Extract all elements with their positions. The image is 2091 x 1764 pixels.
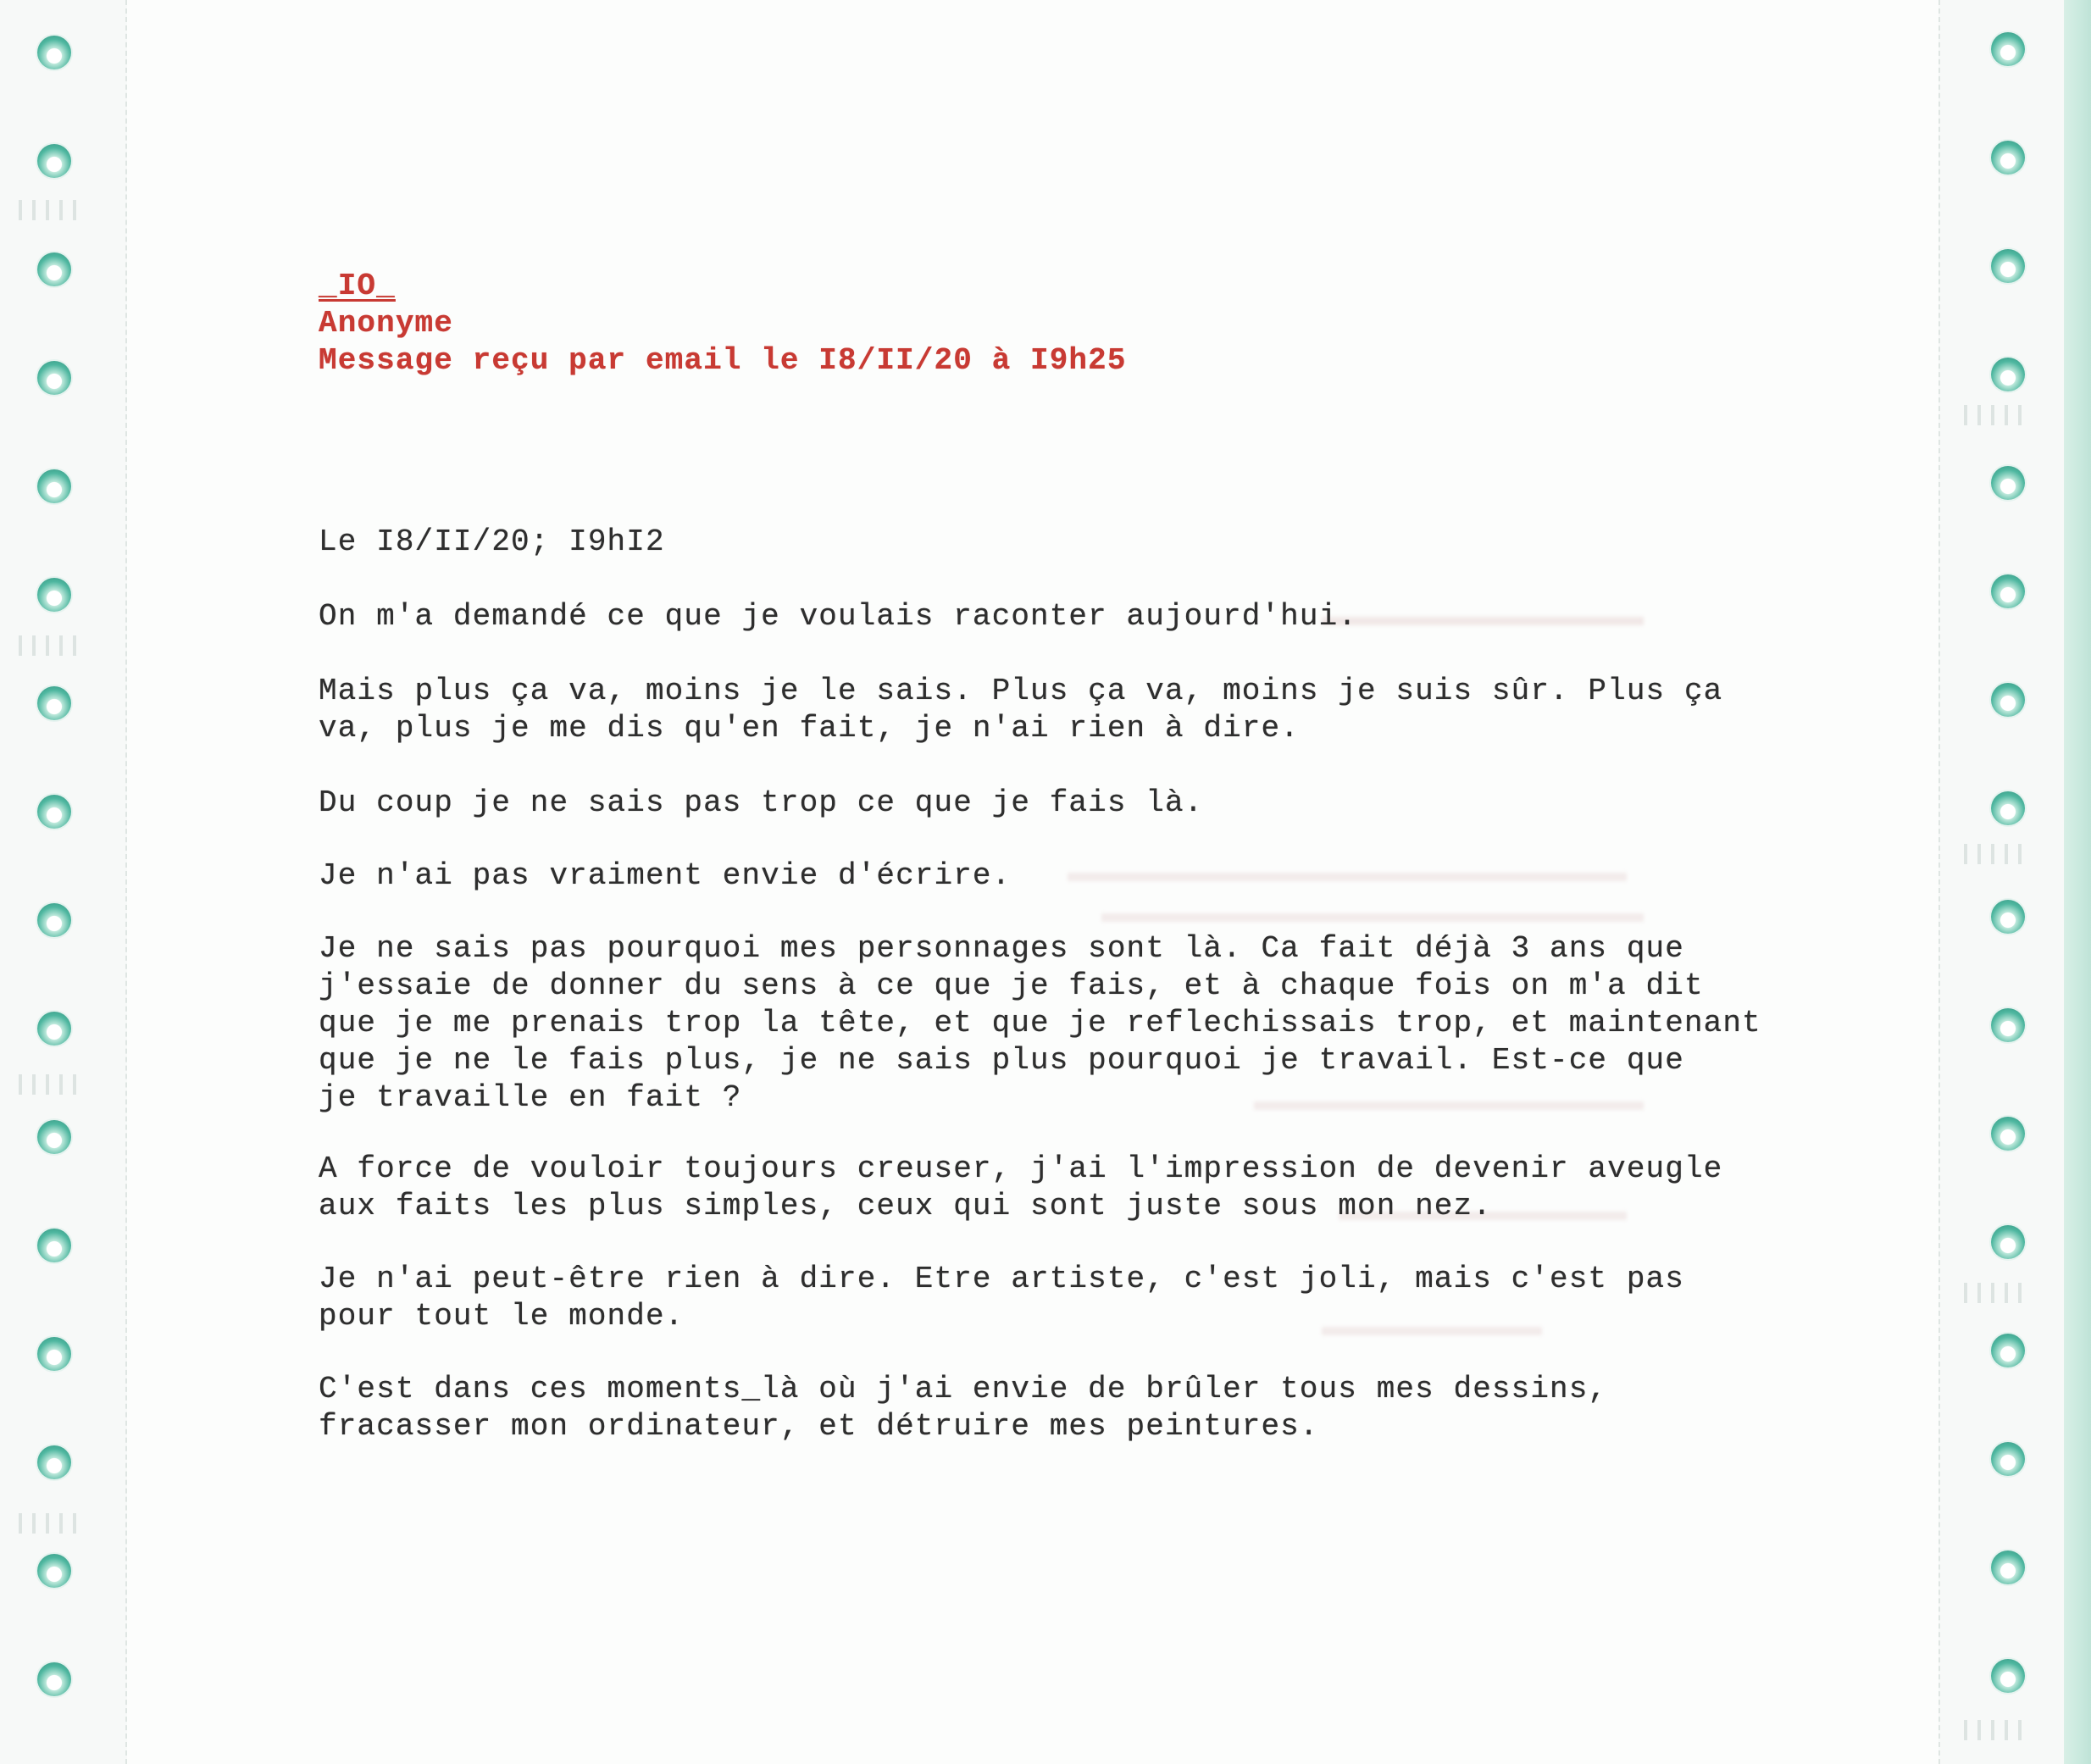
sprocket-hole	[37, 1337, 71, 1371]
letter-paragraph: Du coup je ne sais pas trop ce que je fais là.	[319, 785, 1204, 820]
sprocket-hole	[37, 1012, 71, 1046]
sprocket-hole	[37, 36, 71, 69]
show-through-smudge	[1101, 913, 1644, 922]
sprocket-hole	[37, 1662, 71, 1696]
perforation-marks	[19, 1074, 78, 1095]
sprocket-hole	[1991, 1659, 2025, 1693]
sprocket-hole	[37, 144, 71, 178]
letter-paragraph: A force de vouloir toujours creuser, j'ai l'impression de devenir aveugle aux faits les plus simples, ceux qui sont juste sous mon nez.	[319, 1151, 1723, 1223]
show-through-smudge	[1068, 873, 1627, 881]
sprocket-hole	[1991, 1008, 2025, 1042]
sprocket-hole	[1991, 1550, 2025, 1584]
received-line: Message reçu par email le I8/II/20 à I9h25	[319, 343, 1127, 378]
sprocket-hole	[1991, 1225, 2025, 1259]
letter-paragraph: On m'a demandé ce que je voulais raconter aujourd'hui.	[319, 599, 1357, 634]
sprocket-hole	[37, 469, 71, 503]
sprocket-hole	[1991, 358, 2025, 391]
perforation-marks	[1964, 1283, 2023, 1303]
perforation-marks	[1964, 1720, 2023, 1740]
sprocket-hole	[1991, 574, 2025, 608]
sprocket-hole	[37, 361, 71, 395]
perforation-marks	[1964, 405, 2023, 425]
sprocket-hole	[1991, 32, 2025, 66]
letter-paragraph: C'est dans ces moments_là où j'ai envie de brûler tous mes dessins, fracasser mon ordinateur, et détruire mes peintures.	[319, 1372, 1608, 1444]
sprocket-hole	[37, 1120, 71, 1154]
letter-paragraph: Je ne sais pas pourquoi mes personnages sont là. Ca fait déjà 3 ans que j'essaie de donner du sens à ce que je fais, et à chaque fois on m'a dit que je me prenais trop la tête, et que je reflechissais trop, et maintenant que je ne le fais plus, je ne sais plus pourquoi je travail. Est-ce que je travaille en fait ?	[319, 931, 1761, 1115]
show-through-smudge	[1322, 617, 1644, 625]
sprocket-hole	[37, 903, 71, 937]
perforation-marks	[19, 1513, 78, 1534]
sprocket-hole	[1991, 1334, 2025, 1367]
page-edge	[2064, 0, 2091, 1764]
letter-paragraph: Je n'ai peut-être rien à dire. Etre artiste, c'est joli, mais c'est pas pour tout le monde.	[319, 1262, 1684, 1334]
sprocket-hole	[37, 795, 71, 829]
letter-paragraph: Je n'ai pas vraiment envie d'écrire.	[319, 858, 1012, 893]
sprocket-hole	[1991, 900, 2025, 934]
perforation-marks	[19, 635, 78, 656]
perforation-marks	[1964, 844, 2023, 864]
sprocket-hole	[1991, 683, 2025, 717]
sprocket-hole	[1991, 141, 2025, 175]
sprocket-hole	[37, 252, 71, 286]
sprocket-hole	[1991, 466, 2025, 500]
sprocket-hole	[37, 686, 71, 720]
sprocket-hole	[37, 578, 71, 612]
letter-date: Le I8/II/20; I9hI2	[319, 524, 665, 559]
author-name: Anonyme	[319, 306, 453, 341]
perforation-marks	[19, 200, 78, 220]
sprocket-hole	[1991, 1117, 2025, 1151]
sprocket-hole	[1991, 1442, 2025, 1476]
sprocket-hole	[37, 1229, 71, 1262]
sprocket-hole	[37, 1554, 71, 1588]
sprocket-hole	[1991, 249, 2025, 283]
document-number: _IO_	[319, 269, 396, 303]
letter-paragraph: Mais plus ça va, moins je le sais. Plus ça va, moins je suis sûr. Plus ça va, plus je me dis qu'en fait, je n'ai rien à dire.	[319, 674, 1723, 746]
sprocket-hole	[37, 1445, 71, 1479]
sprocket-hole	[1991, 791, 2025, 825]
